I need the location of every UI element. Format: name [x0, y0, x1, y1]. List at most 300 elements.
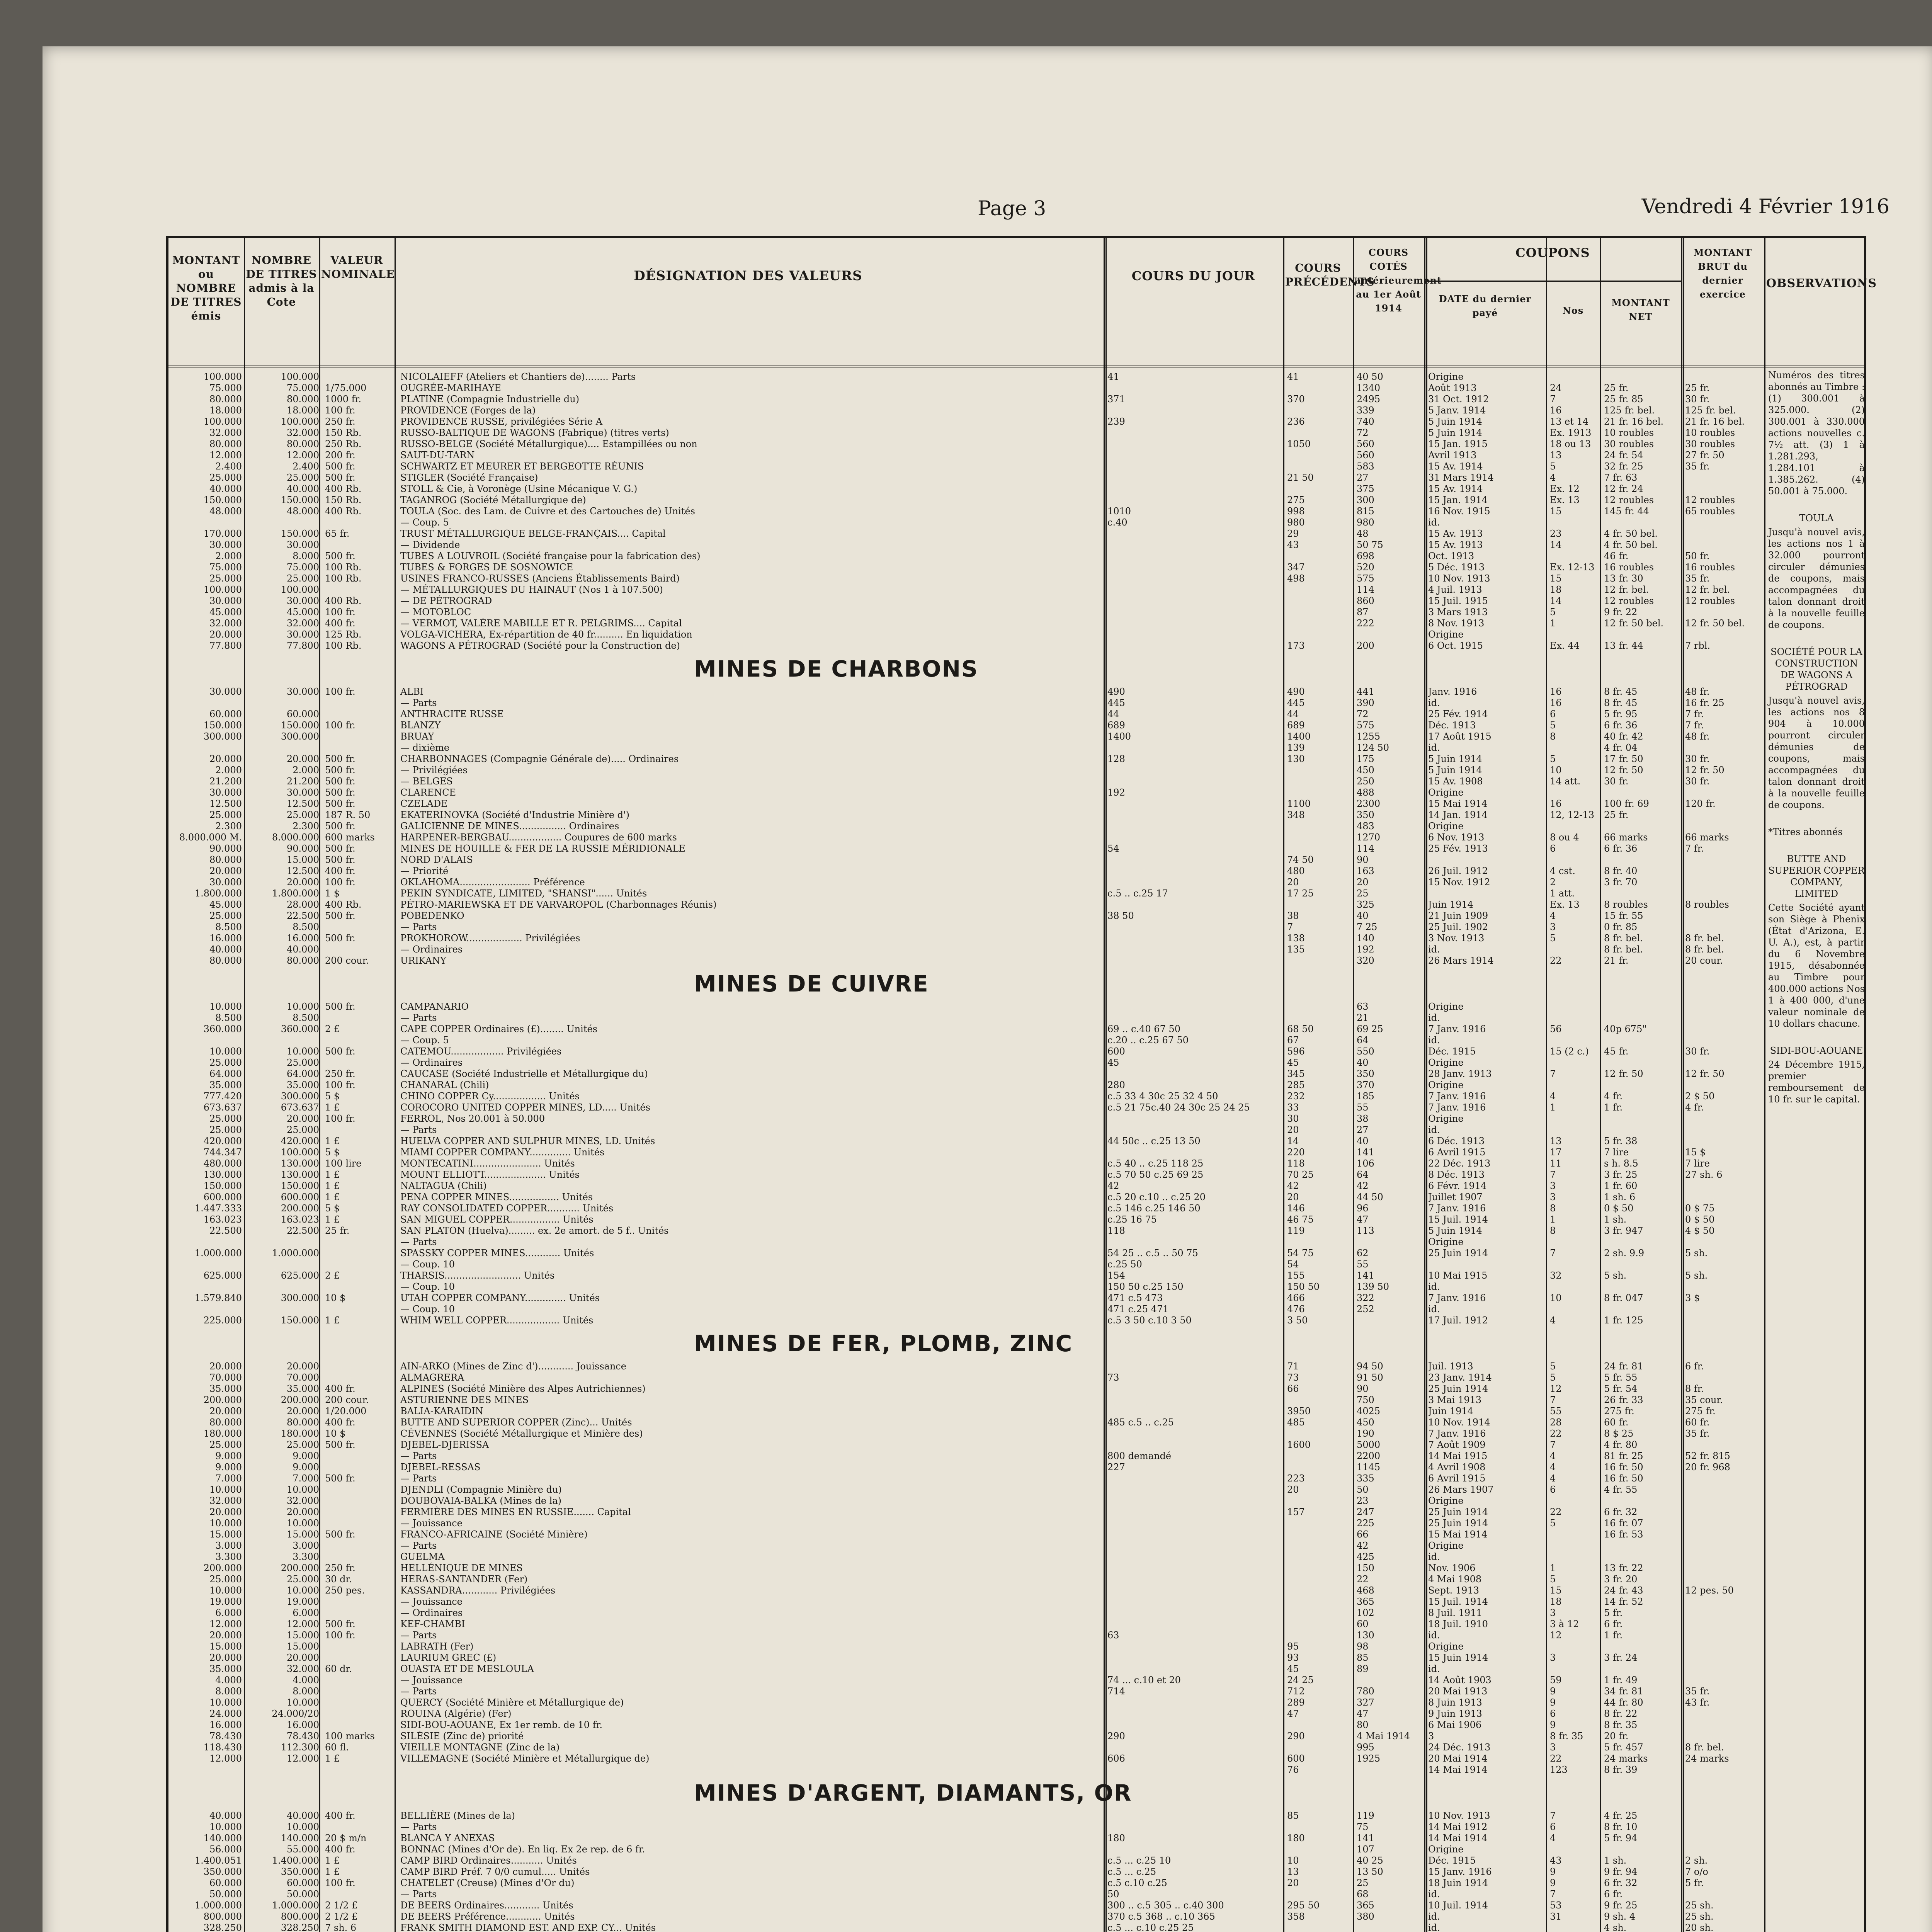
- cell-montant: 70.000: [209, 1372, 242, 1383]
- cell-cours-anterieur: 50: [1357, 1484, 1369, 1495]
- cell-nombre: 200.000: [281, 1563, 319, 1573]
- observation-text: Cette Société ayant son Siège à Phenix (État d'Arizona, E. U. A.), est, à partir du 6 Novembre 1915, désabonnée au Timbre pour 400.000 actions Nos 1 à 400 000, d'une valeur nominale de 10 dollars chacune.: [1768, 902, 1865, 1029]
- cell-coupon-net: 5 fr. 94: [1604, 1833, 1638, 1844]
- cell-nombre: 150.000: [281, 528, 319, 539]
- cell-coupon-date: Origine: [1428, 787, 1464, 798]
- table-row: [168, 1169, 1864, 1180]
- cell-cours-anterieur: 441: [1357, 686, 1374, 697]
- cell-coupon-date: 15 Jan. 1914: [1428, 495, 1488, 505]
- cell-coupon-date: 25 Juin 1914: [1428, 1248, 1488, 1259]
- cell-designation: VILLEMAGNE (Société Minière et Métallurgique de): [400, 1753, 650, 1764]
- table-row: [168, 843, 1864, 854]
- cell-coupon-net: 8 fr. bel.: [1604, 933, 1643, 944]
- table-row: [168, 1248, 1864, 1259]
- cell-montant: 45.000: [209, 607, 242, 617]
- cell-montant: 25.000: [209, 910, 242, 921]
- cell-designation: CHARBONNAGES (Compagnie Générale de)..... Ordinaires: [400, 753, 679, 764]
- cell-coupon-net: 8 $ 25: [1604, 1428, 1634, 1439]
- cell-valeur: 1 £: [325, 1214, 340, 1225]
- cell-montant: 100.000: [203, 416, 242, 427]
- cell-cours-precedent: 73: [1287, 1372, 1299, 1383]
- table-row: [168, 1833, 1864, 1844]
- cell-designation: SAN PLATON (Huelva)......... ex. 2e amort. de 5 f.. Unités: [400, 1225, 669, 1236]
- cell-coupon-number: 56: [1550, 1024, 1562, 1034]
- cell-montant: 25.000: [209, 1574, 242, 1585]
- observation-title: SOCIÉTÉ POUR LA CONSTRUCTION DE WAGONS A PÉTROGRAD: [1770, 646, 1862, 692]
- cell-coupon-date: 26 Juil. 1912: [1428, 866, 1488, 876]
- cell-cours-anterieur: 72: [1357, 709, 1369, 719]
- cell-cours-jour: 800 demandé: [1107, 1451, 1172, 1461]
- cell-montant: 35.000: [209, 1080, 242, 1090]
- cell-valeur: 60 dr.: [325, 1663, 352, 1674]
- cell-nombre: 22.500: [287, 910, 319, 921]
- cell-coupon-number: 4: [1550, 472, 1556, 483]
- cell-valeur: 200 cour.: [325, 1395, 369, 1405]
- table-row: [168, 1012, 1864, 1024]
- cell-cours-anterieur: 488: [1357, 787, 1374, 798]
- cell-cours-precedent: 1050: [1287, 439, 1311, 449]
- cell-montant: 45.000: [209, 899, 242, 910]
- table-row: [168, 427, 1864, 439]
- cell-cours-anterieur: 40: [1357, 1136, 1369, 1146]
- cell-valeur: 10 $: [325, 1293, 346, 1303]
- cell-valeur: 100 Rb.: [325, 640, 362, 651]
- cell-coupon-date: 14 Mai 1914: [1428, 1833, 1488, 1844]
- cell-coupon-net: 1 fr. 125: [1604, 1315, 1643, 1326]
- cell-montant: 75.000: [209, 383, 242, 393]
- cell-coupon-number: 8: [1550, 1225, 1556, 1236]
- cell-designation: PROVIDENCE RUSSE, privilégiées Série A: [400, 416, 603, 427]
- cell-coupon-net: 15 fr. 55: [1604, 910, 1643, 921]
- cell-coupon-date: 14 Août 1903: [1428, 1675, 1492, 1685]
- cell-valeur: 250 fr.: [325, 1563, 355, 1573]
- cell-valeur: 2 £: [325, 1270, 340, 1281]
- cell-coupon-net: 5 fr. 38: [1604, 1136, 1638, 1146]
- cell-valeur: 500 fr.: [325, 551, 355, 561]
- cell-coupon-net: 12 fr. 50 bel.: [1604, 618, 1664, 629]
- cell-coupon-net: 30 roubles: [1604, 439, 1654, 449]
- cell-montant-brut: 27 sh. 6: [1685, 1169, 1723, 1180]
- cell-cours-anterieur: 370: [1357, 1080, 1374, 1090]
- cell-cours-anterieur: 995: [1357, 1742, 1374, 1753]
- section-title: [168, 1326, 1864, 1361]
- cell-cours-jour: c.5 146 c.25 146 50: [1107, 1203, 1201, 1214]
- cell-coupon-date: 24 Déc. 1913: [1428, 1742, 1491, 1753]
- cell-designation: TRUST MÉTALLURGIQUE BELGE-FRANÇAIS.... Capital: [400, 528, 666, 539]
- cell-cours-precedent: 21 50: [1287, 472, 1314, 483]
- cell-coupon-date: 15 Nov. 1912: [1428, 877, 1490, 888]
- cell-coupon-net: 1 sh.: [1604, 1855, 1627, 1866]
- cell-nombre: 300.000: [281, 1091, 319, 1102]
- cell-valeur: 100 fr.: [325, 405, 355, 416]
- cell-coupon-date: Origine: [1428, 1495, 1464, 1506]
- cell-nombre: 300.000: [281, 1293, 319, 1303]
- cell-coupon-net: 45 fr.: [1604, 1046, 1629, 1057]
- cell-designation: DE BEERS Ordinaires............ Unités: [400, 1900, 573, 1911]
- table-row: [168, 742, 1864, 753]
- cell-cours-jour: 44 50c .. c.25 13 50: [1107, 1136, 1201, 1146]
- cell-coupon-date: 15 Mai 1914: [1428, 798, 1488, 809]
- cell-nombre: 25.000: [287, 472, 319, 483]
- cell-valeur: 1 $: [325, 888, 340, 899]
- cell-cours-jour: 280: [1107, 1080, 1125, 1090]
- table-row: [168, 1551, 1864, 1563]
- cell-designation: HELLÉNIQUE DE MINES: [400, 1563, 523, 1573]
- cell-montant: 12.500: [209, 798, 242, 809]
- cell-cours-jour: 290: [1107, 1731, 1125, 1742]
- cell-cours-anterieur: 2200: [1357, 1451, 1381, 1461]
- cell-cours-precedent: 220: [1287, 1147, 1305, 1158]
- observation-note: [1768, 646, 1865, 811]
- cell-cours-anterieur: 80: [1357, 1719, 1369, 1730]
- cell-cours-anterieur: 520: [1357, 562, 1374, 573]
- cell-coupon-net: 3 fr. 25: [1604, 1169, 1638, 1180]
- cell-designation: VOLGA-VICHERA, Ex-répartition de 40 fr.......... En liquidation: [400, 629, 692, 640]
- cell-coupon-date: 20 Mai 1913: [1428, 1686, 1488, 1697]
- cell-cours-jour: c.5 20 c.10 .. c.25 20: [1107, 1192, 1206, 1202]
- table-row: [168, 798, 1864, 810]
- cell-cours-precedent: 93: [1287, 1652, 1299, 1663]
- cell-nombre: 9.000: [293, 1451, 319, 1461]
- table-row: [168, 1439, 1864, 1451]
- table-row: [168, 1147, 1864, 1158]
- cell-cours-precedent: 712: [1287, 1686, 1305, 1697]
- cell-nombre: 25.000: [287, 1574, 319, 1585]
- cell-coupon-net: 14 fr. 52: [1604, 1596, 1643, 1607]
- cell-coupon-number: 1: [1550, 1102, 1556, 1113]
- cell-montant: 25.000: [209, 1124, 242, 1135]
- table-row: [168, 1046, 1864, 1057]
- cell-coupon-number: 15: [1550, 506, 1562, 517]
- cell-montant: 35.000: [209, 1663, 242, 1674]
- cell-cours-precedent: 490: [1287, 686, 1305, 697]
- cell-nombre: 10.000: [287, 1518, 319, 1529]
- col-head-valeur: VALEUR NOMINALE: [321, 254, 395, 281]
- cell-valeur: 100 Rb.: [325, 562, 362, 573]
- cell-designation: BALIA-KARAIDIN: [400, 1406, 483, 1417]
- cell-montant: 25.000: [209, 1057, 242, 1068]
- cell-cours-jour: c.5 40 .. c.25 118 25: [1107, 1158, 1204, 1169]
- cell-designation: WHIM WELL COPPER.................. Unités: [400, 1315, 594, 1326]
- cell-coupon-net: 8 roubles: [1604, 899, 1648, 910]
- table-row: [168, 629, 1864, 640]
- cell-cours-jour: c.5 33 4 30c 25 32 4 50: [1107, 1091, 1218, 1102]
- cell-cours-anterieur: 375: [1357, 483, 1374, 494]
- cell-cours-anterieur: 980: [1357, 517, 1374, 528]
- table-row: [168, 1878, 1864, 1889]
- cell-montant: 16.000: [209, 933, 242, 944]
- table-row: [168, 1315, 1864, 1326]
- table-row: [168, 1473, 1864, 1484]
- cell-valeur: 100 fr.: [325, 1080, 355, 1090]
- cell-cours-anterieur: 560: [1357, 450, 1374, 461]
- cell-nombre: 150.000: [281, 1180, 319, 1191]
- cell-montant: 20.000: [209, 753, 242, 764]
- cell-cours-jour: 485 c.5 .. c.25: [1107, 1417, 1174, 1428]
- table-row: [168, 709, 1864, 720]
- table-row: [168, 584, 1864, 595]
- cell-coupon-net: 8 fr. 10: [1604, 1821, 1638, 1832]
- cell-valeur: 1 £: [325, 1136, 340, 1146]
- cell-designation: STOLL & Cie, à Voronège (Usine Mécanique V. G.): [400, 483, 638, 494]
- cell-coupon-net: 8 fr. 45: [1604, 686, 1638, 697]
- cell-valeur: 5 $: [325, 1091, 340, 1102]
- cell-coupon-net: 21 fr.: [1604, 955, 1629, 966]
- cell-montant: 32.000: [209, 618, 242, 629]
- cell-coupon-net: 12 fr. bel.: [1604, 584, 1649, 595]
- cell-coupon-net: 4 fr. 25: [1604, 1810, 1638, 1821]
- cell-cours-anterieur: 89: [1357, 1663, 1369, 1674]
- cell-coupon-date: id.: [1428, 944, 1440, 955]
- cell-coupon-number: 3: [1550, 1742, 1556, 1753]
- cell-nombre: 420.000: [281, 1136, 319, 1146]
- cell-cours-anterieur: 450: [1357, 1417, 1374, 1428]
- cell-cours-anterieur: 300: [1357, 495, 1374, 505]
- cell-coupon-net: 8 fr. 45: [1604, 697, 1638, 708]
- table-row: [168, 1001, 1864, 1012]
- cell-coupon-net: 1 fr. 60: [1604, 1180, 1638, 1191]
- cell-coupon-net: 6 fr.: [1604, 1619, 1623, 1629]
- cell-valeur: 150 Rb.: [325, 495, 362, 505]
- cell-cours-anterieur: 68: [1357, 1889, 1369, 1900]
- cell-nombre: 4.000: [293, 1675, 319, 1685]
- table-row: [168, 472, 1864, 483]
- cell-coupon-number: 17: [1550, 1147, 1562, 1158]
- cell-coupon-date: Juin 1914: [1428, 1406, 1473, 1417]
- cell-cours-jour: 180: [1107, 1833, 1125, 1844]
- table-row: [168, 1675, 1864, 1686]
- cell-coupon-date: 15 Av. 1913: [1428, 539, 1483, 550]
- cell-nombre: 100.000: [281, 416, 319, 427]
- cell-nombre: 32.000: [287, 427, 319, 438]
- cell-valeur: 2 1/2 £: [325, 1900, 358, 1911]
- cell-designation: — MÉTALLURGIQUES DU HAINAUT (Nos 1 à 107.500): [400, 584, 663, 595]
- cell-cours-anterieur: 327: [1357, 1697, 1374, 1708]
- cell-designation: SIDI-BOU-AOUANE, Ex 1er remb. de 10 fr.: [400, 1719, 603, 1730]
- cell-cours-precedent: 180: [1287, 1833, 1305, 1844]
- cell-cours-precedent: 135: [1287, 944, 1305, 955]
- table-row: [168, 1663, 1864, 1675]
- table-row: [168, 1866, 1864, 1878]
- cell-coupon-date: Origine: [1428, 1080, 1464, 1090]
- cell-montant: 15.000: [209, 1641, 242, 1652]
- cell-designation: HARPENER-BERGBAU.................. Coupures de 600 marks: [400, 832, 677, 843]
- cell-cours-jour: c.5 ... c.25: [1107, 1866, 1156, 1877]
- cell-designation: — Coup. 10: [400, 1281, 455, 1292]
- cell-nombre: 60.000: [287, 709, 319, 719]
- cell-coupon-net: 6 fr. 32: [1604, 1507, 1638, 1517]
- cell-montant-brut: 4 $ 50: [1685, 1225, 1715, 1236]
- cell-montant: 10.000: [209, 1001, 242, 1012]
- cell-designation: SPASSKY COPPER MINES............ Unités: [400, 1248, 594, 1259]
- cell-montant: 2.300: [215, 821, 242, 832]
- table-row: [168, 1214, 1864, 1225]
- cell-coupon-number: 6: [1550, 709, 1556, 719]
- table-row: [168, 1270, 1864, 1281]
- cell-montant-brut: 8 fr.: [1685, 1383, 1704, 1394]
- cell-designation: — Ordinaires: [400, 944, 463, 955]
- cell-cours-anterieur: 2495: [1357, 394, 1381, 405]
- cell-coupon-number: 16: [1550, 697, 1562, 708]
- cell-cours-anterieur: 583: [1357, 461, 1374, 472]
- cell-montant: 2.000: [215, 551, 242, 561]
- cell-cours-anterieur: 44 50: [1357, 1192, 1383, 1202]
- cell-cours-precedent: 998: [1287, 506, 1305, 517]
- col-head-cours-ant: COURS COTÉS antérieurement au 1er Août 1914: [1355, 247, 1442, 314]
- table-row: [168, 1630, 1864, 1641]
- cell-montant: 150.000: [203, 495, 242, 505]
- cell-coupon-date: 10 Juil. 1914: [1428, 1900, 1488, 1911]
- cell-coupon-number: 22: [1550, 955, 1562, 966]
- cell-designation: — Jouissance: [400, 1596, 463, 1607]
- cell-valeur: 500 fr.: [325, 933, 355, 944]
- cell-designation: FERMIÈRE DES MINES EN RUSSIE....... Capital: [400, 1507, 631, 1517]
- cell-designation: PROKHOROW................... Privilégiées: [400, 933, 580, 944]
- cell-coupon-net: 8 fr. 40: [1604, 866, 1638, 876]
- cell-coupon-date: 9 Juin 1913: [1428, 1708, 1482, 1719]
- cell-nombre: 80.000: [287, 394, 319, 405]
- cell-montant: 180.000: [203, 1428, 242, 1439]
- cell-coupon-date: 5 Déc. 1913: [1428, 562, 1485, 573]
- cell-valeur: 250 fr.: [325, 1068, 355, 1079]
- cell-cours-jour: 38 50: [1107, 910, 1134, 921]
- cell-coupon-number: 1: [1550, 1214, 1556, 1225]
- table-row: [168, 832, 1864, 843]
- cell-designation: CAPE COPPER Ordinaires (£)........ Unités: [400, 1024, 597, 1034]
- cell-designation: HERAS-SANTANDER (Fer): [400, 1574, 528, 1585]
- table-row: [168, 573, 1864, 584]
- observation-title: BUTTE AND SUPERIOR COPPER COMPANY, LIMITED: [1768, 854, 1865, 899]
- table-row: [168, 933, 1864, 944]
- cell-cours-precedent: 596: [1287, 1046, 1305, 1057]
- cell-coupon-date: 10 Nov. 1914: [1428, 1417, 1490, 1428]
- cell-coupon-number: 8: [1550, 1203, 1556, 1214]
- table-row: [168, 539, 1864, 551]
- cell-designation: TUBES & FORGES DE SOSNOWICE: [400, 562, 573, 573]
- cell-designation: — DE PÉTROGRAD: [400, 595, 492, 606]
- section-title-text: MINES DE FER, PLOMB, ZINC: [694, 1330, 1073, 1357]
- cell-coupon-number: 5: [1550, 1372, 1556, 1383]
- table-row: [168, 595, 1864, 607]
- cell-montant-brut: 25 sh.: [1685, 1911, 1714, 1922]
- cell-nombre: 35.000: [287, 1383, 319, 1394]
- section-title: [168, 651, 1864, 686]
- cell-cours-anterieur: 860: [1357, 595, 1374, 606]
- cell-nombre: 30.000: [287, 539, 319, 550]
- cell-nombre: 7.000: [293, 1473, 319, 1484]
- cell-montant-brut: 7 lire: [1685, 1158, 1710, 1169]
- cell-nombre: 21.200: [287, 776, 319, 787]
- cell-coupon-date: 14 Mai 1915: [1428, 1451, 1488, 1461]
- cell-coupon-number: 18: [1550, 1596, 1562, 1607]
- cell-designation: ALPINES (Société Minière des Alpes Autrichiennes): [400, 1383, 646, 1394]
- col-head-coupons: COUPONS: [1515, 245, 1590, 260]
- cell-cours-precedent: 1600: [1287, 1439, 1311, 1450]
- cell-montant-brut: 12 fr. bel.: [1685, 584, 1730, 595]
- cell-valeur: 65 fr.: [325, 528, 350, 539]
- cell-coupon-number: 5: [1550, 933, 1556, 944]
- cell-coupon-number: 1 att.: [1550, 888, 1575, 899]
- table-row: [168, 1619, 1864, 1630]
- cell-valeur: 1/20.000: [325, 1406, 367, 1417]
- cell-coupon-net: 12 roubles: [1604, 495, 1654, 505]
- cell-coupon-date: 4 Mai 1908: [1428, 1574, 1482, 1585]
- cell-coupon-number: 23: [1550, 528, 1562, 539]
- cell-coupon-net: 16 roubles: [1604, 562, 1654, 573]
- cell-cours-anterieur: 780: [1357, 1686, 1374, 1697]
- cell-coupon-net: 9 sh. 4: [1604, 1911, 1636, 1922]
- cell-cours-anterieur: 91 50: [1357, 1372, 1383, 1383]
- cell-cours-jour: 600: [1107, 1046, 1125, 1057]
- cell-montant: 19.000: [209, 1596, 242, 1607]
- cell-designation: PÉTRO-MARIEWSKA ET DE VARVAROPOL (Charbonnages Réunis): [400, 899, 717, 910]
- cell-cours-anterieur: 66: [1357, 1529, 1369, 1540]
- table-row: [168, 899, 1864, 910]
- cell-valeur: 25 fr.: [325, 1225, 350, 1236]
- cell-nombre: 25.000: [287, 1124, 319, 1135]
- cell-montant: 7.000: [215, 1473, 242, 1484]
- cell-cours-anterieur: 192: [1357, 944, 1374, 955]
- cell-coupon-date: 3 Nov. 1913: [1428, 933, 1485, 944]
- cell-cours-anterieur: 98: [1357, 1641, 1369, 1652]
- cell-cours-anterieur: 320: [1357, 955, 1374, 966]
- cell-designation: AIN-ARKO (Mines de Zinc d')............ Jouissance: [400, 1361, 626, 1372]
- cell-coupon-number: 18 ou 13: [1550, 439, 1591, 449]
- cell-cours-precedent: 980: [1287, 517, 1305, 528]
- cell-nombre: 1.400.000: [272, 1855, 319, 1866]
- cell-montant: 20.000: [209, 1361, 242, 1372]
- cell-designation: — Ordinaires: [400, 1607, 463, 1618]
- cell-coupon-net: 1 fr. 49: [1604, 1675, 1638, 1685]
- cell-cours-anterieur: 450: [1357, 765, 1374, 776]
- table-row: [168, 371, 1864, 383]
- cell-designation: POBEDENKO: [400, 910, 464, 921]
- cell-montant: 10.000: [209, 1484, 242, 1495]
- cell-cours-anterieur: 140: [1357, 933, 1374, 944]
- cell-designation: OUGRÉE-MARIHAYE: [400, 383, 501, 393]
- cell-cours-precedent: 71: [1287, 1361, 1299, 1372]
- cell-cours-precedent: 600: [1287, 1753, 1305, 1764]
- cell-coupon-number: 2: [1550, 877, 1556, 888]
- cell-designation: — Parts: [400, 1686, 437, 1697]
- table-body: [168, 371, 1864, 1932]
- table-row: [168, 1361, 1864, 1372]
- cell-valeur: 125 Rb.: [325, 629, 362, 640]
- cell-montant: 20.000: [209, 629, 242, 640]
- cell-valeur: 100 marks: [325, 1731, 375, 1742]
- cell-cours-precedent: 155: [1287, 1270, 1305, 1281]
- cell-montant: 80.000: [209, 1417, 242, 1428]
- cell-nombre: 19.000: [287, 1596, 319, 1607]
- table-row: [168, 1281, 1864, 1293]
- cell-coupon-number: 4: [1550, 1833, 1556, 1844]
- cell-nombre: 8.000.000: [272, 832, 319, 843]
- cell-montant: 80.000: [209, 854, 242, 865]
- cell-nombre: 35.000: [287, 1080, 319, 1090]
- cell-cours-precedent: 45: [1287, 1663, 1299, 1674]
- cell-coupon-number: 14 att.: [1550, 776, 1581, 787]
- quotation-table: [166, 236, 1877, 1932]
- cell-montant-brut: 8 fr. bel.: [1685, 944, 1724, 955]
- cell-montant: 25.000: [209, 573, 242, 584]
- cell-designation: WAGONS A PÉTROGRAD (Société pour la Construction de): [400, 640, 680, 651]
- cell-nombre: 12.000: [287, 1753, 319, 1764]
- cell-cours-anterieur: 575: [1357, 720, 1374, 731]
- cell-montant-brut: 21 fr. 16 bel.: [1685, 416, 1745, 427]
- cell-coupon-number: 8 fr. 35: [1550, 1731, 1583, 1742]
- cell-cours-precedent: 1100: [1287, 798, 1311, 809]
- cell-coupon-net: 16 fr. 50: [1604, 1473, 1643, 1484]
